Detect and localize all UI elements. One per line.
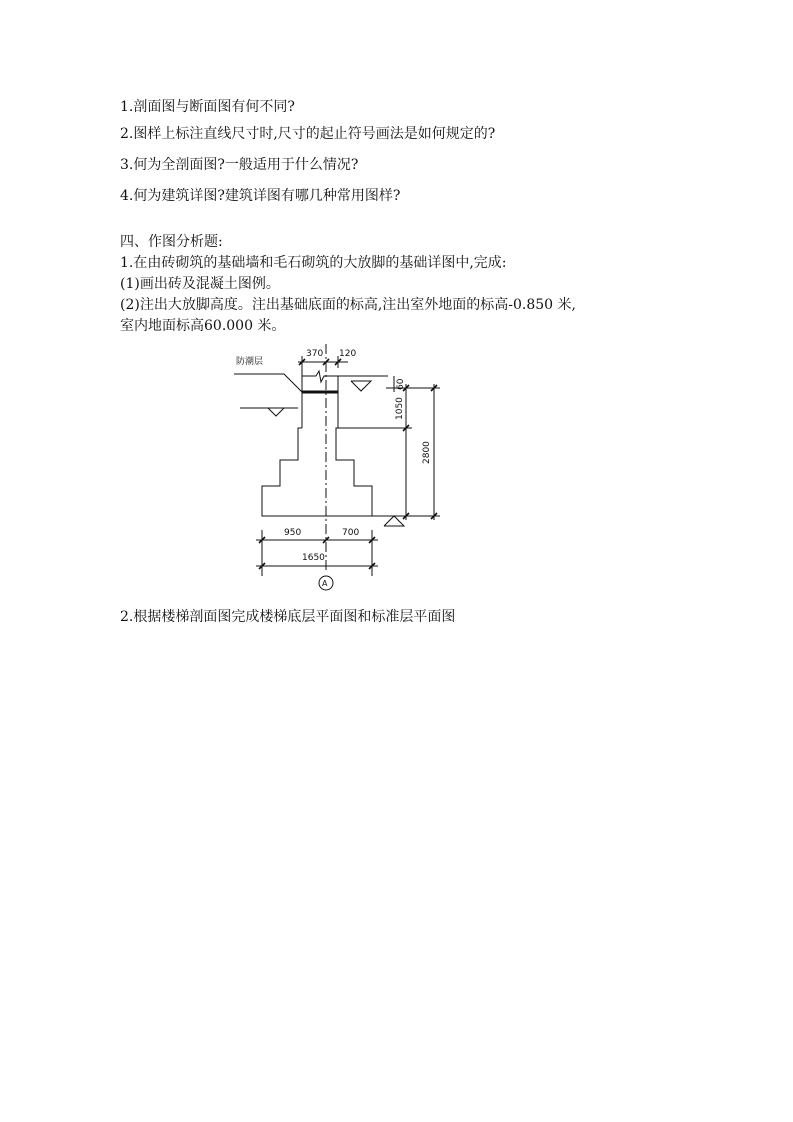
dim-2800-label: 2800 <box>422 441 432 464</box>
dim-1650-label: 1650 <box>302 553 325 563</box>
task-2: 2.根据楼梯剖面图完成楼梯底层平面图和标准层平面图 <box>120 609 456 625</box>
task-1-sub-2-line-2: 室内地面标高60.000 米。 <box>120 318 286 334</box>
dim-700-label: 700 <box>342 528 360 538</box>
dim-370-label: 370 <box>306 349 324 359</box>
dim-950-label: 950 <box>284 528 302 538</box>
task-1: 1.在由砖砌筑的基础墙和毛石砌筑的大放脚的基础详图中,完成: <box>120 255 507 271</box>
question-4: 4.何为建筑详图?建筑详图有哪几种常用图样? <box>120 188 401 204</box>
dim-1050-label: 1050 <box>395 397 405 420</box>
question-1: 1.剖面图与断面图有何不同? <box>120 99 295 115</box>
section-four-heading: 四、作图分析题: <box>120 234 223 250</box>
damp-leader-line <box>234 374 302 392</box>
question-3: 3.何为全剖面图?一般适用于什么情况? <box>120 157 359 173</box>
damp-proof-label: 防潮层 <box>236 357 264 367</box>
outdoor-elevation-symbol <box>268 408 284 416</box>
axis-label: A <box>322 579 328 588</box>
break-mark <box>302 371 338 382</box>
footing-outline <box>262 428 372 516</box>
dim-120-label: 120 <box>339 349 357 359</box>
task-1-sub-2-line-1: (2)注出大放脚高度。注出基础底面的标高,注出室外地面的标高-0.850 米, <box>120 297 576 313</box>
foundation-detail-drawing <box>220 340 460 600</box>
dim-60-label: 60 <box>396 378 406 390</box>
question-2: 2.图样上标注直线尺寸时,尺寸的起止符号画法是如何规定的? <box>120 126 496 142</box>
indoor-elevation-symbol <box>351 381 371 391</box>
base-elevation-symbol <box>384 516 404 526</box>
task-1-sub-1: (1)画出砖及混凝土图例。 <box>120 276 280 292</box>
